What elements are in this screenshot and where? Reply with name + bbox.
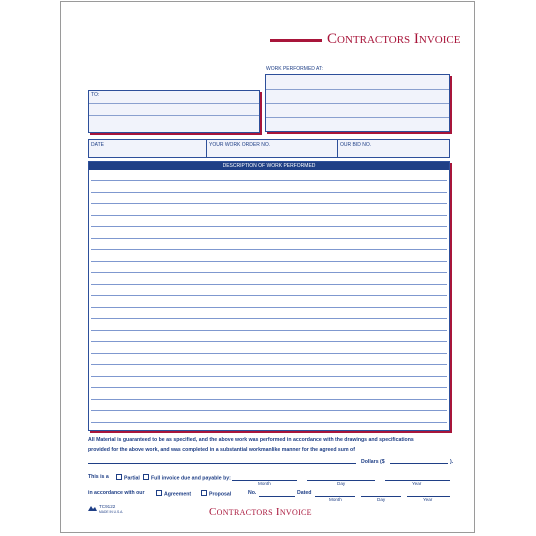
dated-month-label: Month — [329, 497, 342, 502]
description-rule-line — [91, 330, 447, 331]
description-rule-line — [91, 238, 447, 239]
work-order-label: YOUR WORK ORDER NO. — [209, 142, 271, 148]
dated-label: Dated — [297, 490, 312, 496]
description-rule-line — [91, 307, 447, 308]
dated-year-label: Year — [423, 497, 433, 502]
work-performed-at-label: WORK PERFORMED AT: — [266, 66, 323, 72]
to-label: TO: — [91, 92, 100, 98]
number-label: No. — [248, 490, 257, 496]
description-rule-line — [91, 410, 447, 411]
description-rule-line — [91, 341, 447, 342]
terms-line-1: All Material is guaranteed to be as specified, and the above work was performed in accordance with the drawings and specifications — [88, 437, 414, 443]
description-rule-line — [91, 272, 447, 273]
description-rule-line — [91, 261, 447, 262]
partial-checkbox[interactable] — [116, 474, 140, 482]
proposal-label: Proposal — [209, 491, 232, 498]
description-header: DESCRIPTION OF WORK PERFORMED — [89, 162, 449, 170]
in-accordance-label: in accordance with our — [88, 490, 145, 496]
description-rule-line — [91, 249, 447, 250]
description-rule-line — [91, 353, 447, 354]
description-rule-line — [91, 192, 447, 193]
amount-words-line[interactable] — [88, 463, 356, 464]
dollars-label: Dollars ($ — [361, 459, 385, 465]
agreement-label: Agreement — [164, 491, 192, 498]
description-rule-line — [91, 364, 447, 365]
proposal-checkbox[interactable] — [201, 490, 231, 498]
dated-day-label: Day — [377, 497, 386, 502]
made-in-label: MADE IN U.S.A. — [99, 510, 124, 514]
description-rule-line — [91, 387, 447, 388]
close-paren: ). — [450, 459, 454, 465]
number-line[interactable] — [259, 496, 295, 497]
description-rule-line — [91, 399, 447, 400]
payment-day-label: Day — [337, 481, 346, 486]
partial-label: Partial — [124, 475, 140, 482]
date-field[interactable] — [88, 146, 450, 158]
description-rule-line — [91, 376, 447, 377]
this-is-a-label: This is a — [88, 474, 109, 480]
to-box[interactable] — [88, 90, 260, 133]
terms-line-2: provided for the above work, and was completed in a substantial workmanlike manner for the agreed sum of — [88, 447, 355, 453]
payment-month-label: Month — [258, 481, 271, 486]
description-rule-line — [91, 318, 447, 319]
description-rule-line — [91, 203, 447, 204]
full-invoice-label: Full invoice due and payable by: — [151, 475, 231, 482]
full-invoice-checkbox[interactable] — [143, 474, 231, 482]
payment-year-label: Year — [412, 481, 422, 486]
agreement-checkbox[interactable] — [156, 490, 191, 498]
dollars-amount-line[interactable] — [390, 463, 448, 464]
description-rule-line — [91, 284, 447, 285]
description-rule-line — [91, 295, 447, 296]
description-box[interactable] — [88, 161, 450, 431]
description-rule-line — [91, 226, 447, 227]
form-code: TC9122 — [99, 504, 116, 509]
description-rule-line — [91, 180, 447, 181]
form-title: Contractors Invoice — [327, 31, 461, 47]
description-rule-line — [91, 215, 447, 216]
work-performed-at-box[interactable] — [265, 74, 450, 132]
date-label: DATE — [91, 142, 104, 148]
adams-logo-icon — [88, 506, 97, 512]
footer-title: Contractors Invoice — [209, 506, 312, 518]
title-accent-bar — [270, 39, 322, 42]
description-rule-line — [91, 422, 447, 423]
bid-number-label: OUR BID NO. — [340, 142, 372, 148]
